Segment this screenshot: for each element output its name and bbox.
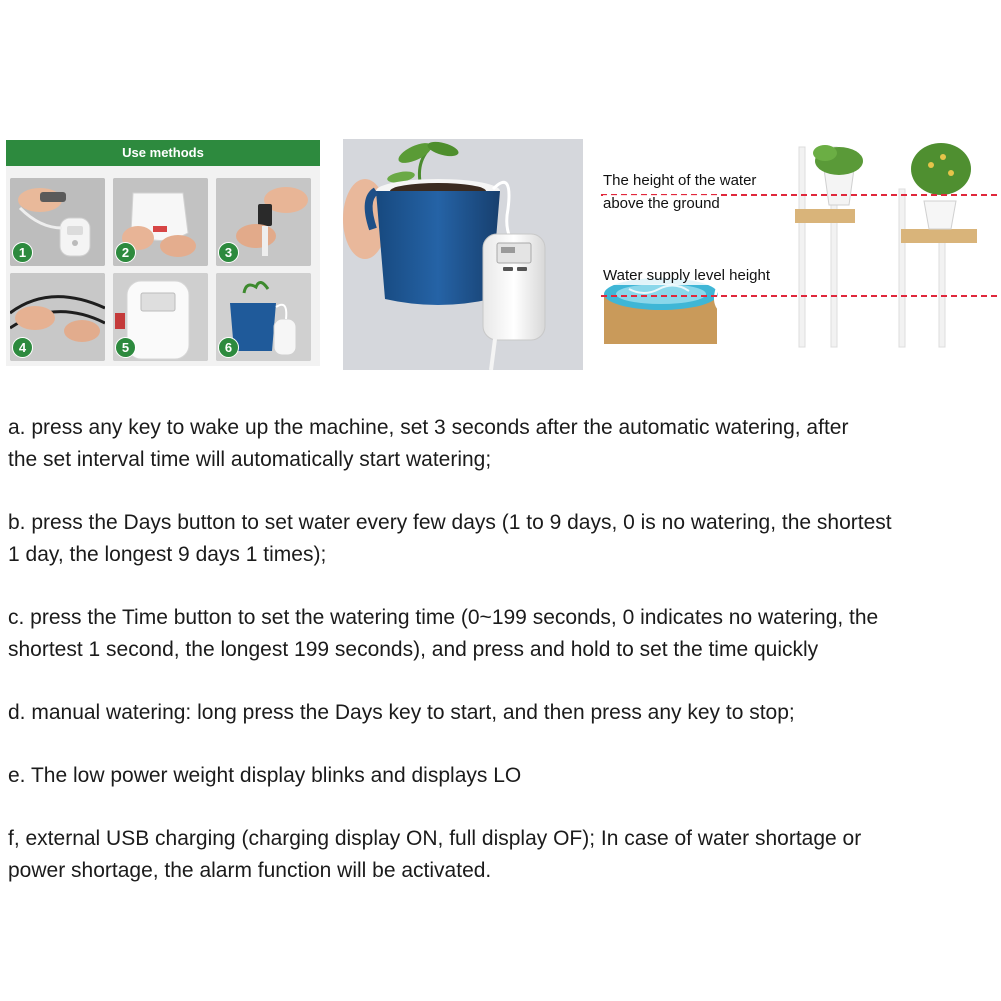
supply-level-label: Water supply level height <box>603 267 771 284</box>
water-height-label-line1: The height of the water <box>603 172 757 189</box>
product-photo <box>343 139 583 370</box>
instruction-c <box>8 602 998 666</box>
step-badge-5: 5 <box>115 337 136 358</box>
water-height-label-line2: above the ground <box>603 195 720 212</box>
watering-device-illustration <box>343 139 583 370</box>
instruction-a <box>8 412 998 476</box>
step-3-image <box>216 178 311 266</box>
height-diagram <box>599 139 999 352</box>
instruction-a-line2: the set interval time will automatically start watering; <box>8 448 492 471</box>
step-2-image <box>113 178 208 266</box>
instruction-e-line1: e. The low power weight display blinks and displays LO <box>8 764 522 787</box>
step-badge-1: 1 <box>12 242 33 263</box>
instruction-b <box>8 507 998 571</box>
instruction-c-line2: shortest 1 second, the longest 199 seconds), and press and hold to set the time quickly <box>8 638 819 661</box>
use-methods-header: Use methods <box>6 140 320 166</box>
step-badge-3: 3 <box>218 242 239 263</box>
step-4-image <box>10 273 105 361</box>
step-badge-4: 4 <box>12 337 33 358</box>
use-methods-panel <box>6 140 320 366</box>
step-1-image <box>10 178 105 266</box>
step-badge-2: 2 <box>115 242 136 263</box>
instruction-c-line1: c. press the Time button to set the watering time (0~199 seconds, 0 indicates no watering, the <box>8 606 879 629</box>
instruction-f <box>8 823 998 887</box>
instruction-f-line1: f, external USB charging (charging display ON, full display OF); In case of water shortage or <box>8 827 862 850</box>
step-5-image <box>113 273 208 361</box>
instruction-d-line1: d. manual watering: long press the Days key to start, and then press any key to stop; <box>8 701 795 724</box>
step-6-image <box>216 273 311 361</box>
instruction-d <box>8 697 998 729</box>
instruction-a-line1: a. press any key to wake up the machine, set 3 seconds after the automatic watering, after <box>8 416 849 439</box>
instruction-b-line1: b. press the Days button to set water every few days (1 to 9 days, 0 is no watering, the shortest <box>8 511 892 534</box>
instructions-list <box>8 412 998 918</box>
supply-level-dashed-line <box>601 295 997 297</box>
instruction-b-line2: 1 day, the longest 9 days 1 times); <box>8 543 327 566</box>
plant-stand-illustration <box>599 139 999 352</box>
instruction-f-line2: power shortage, the alarm function will be activated. <box>8 859 492 882</box>
instruction-e <box>8 760 998 792</box>
step-badge-6: 6 <box>218 337 239 358</box>
